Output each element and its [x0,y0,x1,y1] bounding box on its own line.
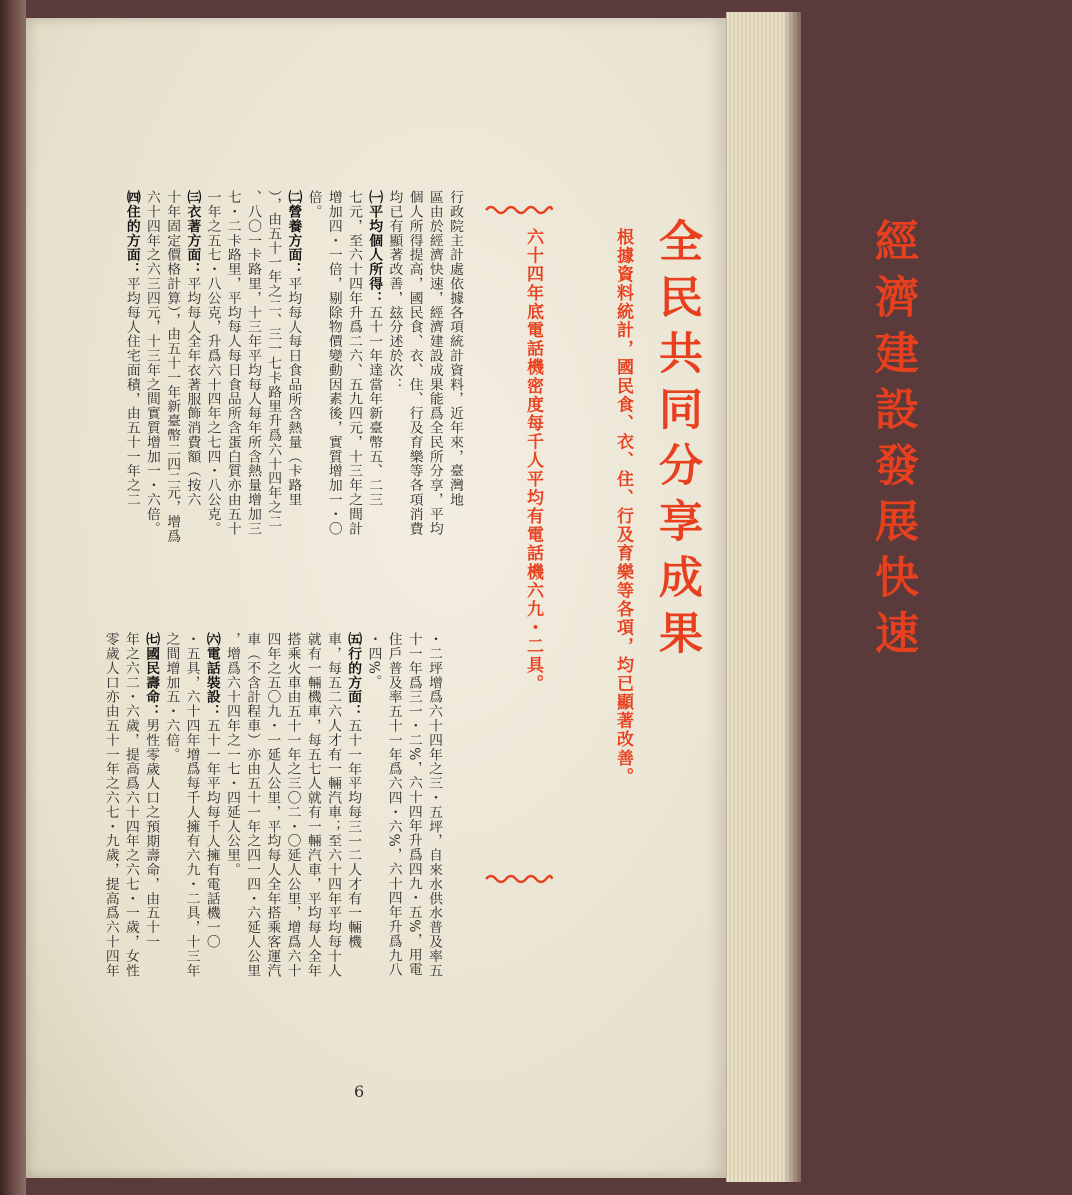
section-heading: ㈡營養方面： [285,190,302,277]
body-lower-line: 年之六二・六歲，提高爲六十四年之六七・一歲，女性 [122,632,139,978]
body-upper-line: 增加四・一倍，剔除物價變動因素後，實質增加一・〇 [325,190,342,536]
body-upper-line: 一年之五七・八公克，升爲六十四年之七四・八公克。 [204,190,221,536]
page-number: 6 [354,1082,365,1101]
headline-line-1: 經濟建設發展快速 [867,218,918,666]
section-heading: ㈤行的方面： [345,632,362,719]
body-upper-line: 行政院主計處依據各項統計資料，近年來，臺灣地 [447,190,463,507]
body-upper-line: 六十四年之六三四元，十三年之間實質增加一・六倍。 [143,190,160,536]
body-lower-line: ・二坪增爲六十四年之三・五坪，自來水供水普及率五 [426,632,442,978]
body-upper-line: 七元，至六十四年升爲二六、五九四元，十三年之間計 [345,190,362,536]
body-upper-line: 個人所得提高，國民食、衣、住、行及育樂等各項消費 [406,190,423,536]
body-lower-line: 十一年爲三一・二%，六十四年升爲四九・五%，用電 [405,632,422,977]
body-lower-line: 之間增加五・六倍。 [163,632,180,762]
body-upper-line: ㈠平均個人所得：五十一年達當年新臺幣五、二三 [366,190,383,507]
body-upper-line: 十年固定價格計算），由五十一年新臺幣二四二元，增爲 [164,190,181,544]
body-lower-line: 就有一輛機車，每五七人就有一輛汽車，平均每人全年 [304,632,321,978]
wavy-divider-top [484,203,554,217]
section-heading: ㈦國民壽命： [143,632,160,719]
body-lower-line: 車，每五二六人才有一輛汽車；至六十四年平均每十人 [324,632,341,978]
section-heading: ㈠平均個人所得： [366,190,383,306]
sub-headline [488,228,698,858]
body-upper-line: 、八〇一卡路里，十三年平均每人每年所含熱量增加三 [244,190,261,536]
body-lower-line: 四年之五〇九・一延人公里，平均每人全年搭乘客運汽 [264,632,281,978]
body-lower-line: ，增爲六十四年之一七・四延人公里。 [223,632,240,877]
sub-headline-line-2: 六十四年底電話機密度每千人平均有電話機六九・二具。 [523,228,543,693]
book-binding-left [0,0,26,1195]
body-lower-line: ・四%。 [365,632,382,689]
body-lower-line: 零歲人口亦由五十一年之六七・九歲，提高爲六十四年 [102,632,119,978]
section-heading: ㈢衣著方面： [184,190,201,277]
body-lower-line: ㈤行的方面：五十一年平均每三一二人才有一輛機 [345,632,362,949]
body-text-lower [60,632,444,1052]
body-upper-line: 均已有顯著改善，玆分述於次： [386,190,403,392]
body-lower-line: 搭乘火車由五十一年之三〇二・〇延人公里，增爲六十 [284,632,301,978]
body-lower-line: 住戶普及率五十一年爲六四・六%，六十四年升爲九八 [385,632,402,977]
section-heading: ㈥電話裝設： [203,632,220,719]
body-upper-line: ㈡營養方面：平均每人每日食品所含熱量（卡路里 [285,190,302,507]
body-upper-line: ㈣住的方面：平均每人住宅面積，由五十一年之二 [123,190,140,507]
body-upper-line: ㈢衣著方面：平均每人全年衣著服飾消費額（按六 [184,190,201,507]
body-upper-line: ），由五十一年之二、三一七卡路里升爲六十四年之二 [265,190,282,529]
section-heading: ㈣住的方面： [123,190,140,277]
headline-line-2: 全民共同分享成果 [651,218,702,666]
body-upper-line: 區由於經濟快速，經濟建設成果能爲全民所分享，平均 [426,190,443,536]
body-upper-line: 七・二卡路里，平均每人每日食品所含蛋白質亦由五十 [224,190,241,536]
wavy-divider-bottom [484,872,554,886]
body-lower-line: ㈦國民壽命：男性零歲人口之預期壽命，由五十一 [143,632,160,949]
body-lower-line: 車（不含計程車）亦由五十一年之四一四・六延人公里 [244,632,261,978]
body-upper-line: 倍。 [305,190,322,219]
body-lower-line: ・五具，六十四年增爲每千人擁有六九・二具，十三年 [183,632,200,978]
body-lower-line: ㈥電話裝設：五十一年平均每千人擁有電話機一〇 [203,632,220,949]
body-text-upper [65,190,465,610]
sub-headline-line-1: 根據資料統計，國民食、衣、住、行及育樂等各項，均已顯著改善。 [613,228,633,786]
